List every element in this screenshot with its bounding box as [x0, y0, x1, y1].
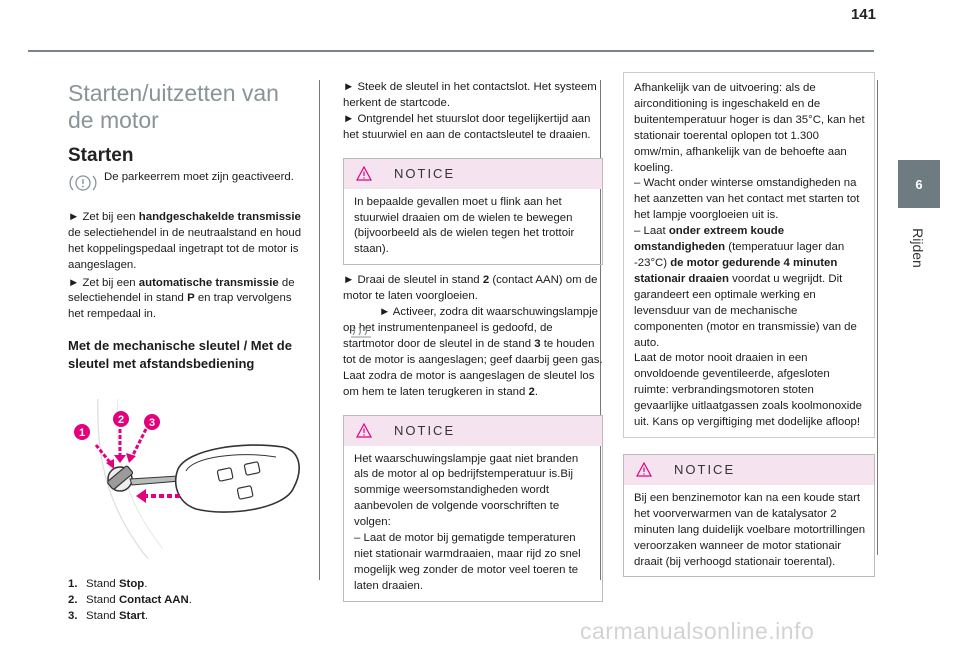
text: ► Zet bij een — [68, 210, 139, 223]
notice-text: Bij een benzinemotor kan na een koude start het voorverwarmen van de katalysator 2 minuten lang duidelijk voelbare motortrillingen veroorzaken wanneer de motor stationair draait (bij verhoogd stationair toerental). — [634, 491, 866, 568]
text-bold: 2 — [482, 274, 490, 287]
notice-text: – Laat de motor bij gematigde temperaturen niet stationair warmdraaien, maar rijd zo snel mogelijk weg zonder de motor veel toeren te laten draaien. — [354, 532, 581, 592]
notice-header — [624, 455, 874, 485]
text-bold: handgeschakelde transmissie — [138, 210, 301, 223]
text: Stand — [86, 578, 119, 591]
text-bold: Stop — [118, 578, 145, 591]
list-item — [68, 577, 308, 593]
parking-brake-icon — [68, 172, 98, 194]
list-number: 3. — [68, 609, 78, 622]
info-box — [623, 72, 875, 438]
column-3 — [623, 80, 875, 585]
watermark: carmanualsonline.info — [580, 618, 815, 644]
chapter-title-tab — [898, 218, 938, 278]
section-title: Starten/uitzetten van de motor — [68, 80, 279, 133]
notice-label: NOTICE — [394, 422, 456, 438]
text: (temperatuur lager dan -23°C) — [634, 241, 845, 269]
text: ► Zet bij een — [68, 276, 139, 289]
info-text: – Wacht onder winterse omstandigheden na het aanzetten van het contact met starten tot het lampje voorgloeien uit is. — [634, 177, 860, 222]
text: – Laat — [634, 225, 669, 238]
info-text: Afhankelijk van de uitvoering: als de airconditioning is ingeschakeld en de buitentemperatuur hoger is dan 35°C, kan het stationair toerental oplopen tot 1.300 omw/min, afhankelijk van de behoefte aan koeling. — [634, 82, 865, 174]
paragraph-unlock-steering: ► Ontgrendel het stuurslot door tegelijkertijd aan het stuurwiel en aan de contactsleutel te draaien. — [343, 112, 591, 141]
notice-box-2 — [343, 415, 603, 602]
header-rule — [28, 50, 874, 52]
paragraph-preheat — [343, 273, 603, 305]
text: . — [144, 609, 149, 622]
text: en trap vervolgens het rempedaal in. — [68, 292, 292, 321]
chapter-tab[interactable]: 6 — [898, 160, 940, 208]
paragraph-automatic — [68, 276, 308, 324]
column-1 — [68, 80, 308, 625]
text: Stand — [86, 609, 119, 622]
notice-header — [344, 159, 602, 189]
callout-2-label: 2 — [117, 414, 125, 427]
text: (contact AAN) om de motor te laten voorgloeien. — [343, 274, 598, 303]
info-text: Laat de motor nooit draaien in een onvoldoende geventileerde, afgesloten ruimte: verbrandingsmotoren stoten gevaarlijke uitlaatgassen zoals koolmonoxide uit. Kans op vergiftiging met dodelijke afloop! — [634, 352, 862, 429]
glow-plug-icon — [351, 325, 373, 339]
notice-label: NOTICE — [674, 461, 736, 477]
text: ► Draai de sleutel in stand — [343, 274, 483, 287]
heading-starten: Starten — [68, 145, 134, 166]
column-2 — [343, 80, 603, 610]
notice-text: In bepaalde gevallen moet u flink aan het stuurwiel draaien om de wielen te bewegen (bijvoorbeeld als de wielen tegen het trottoir staan). — [354, 195, 575, 256]
list-item — [68, 609, 308, 625]
subheading-key: Met de mechanische sleutel / Met de sleutel met afstandsbediening — [68, 338, 292, 372]
text: te houden tot de motor is aangeslagen; geef daarbij geen gas. — [343, 337, 603, 366]
notice-label: NOTICE — [394, 165, 456, 181]
notice-box-1 — [343, 158, 603, 266]
text: voordat u wegrijdt. Dit garandeert een optimale werking en levensduur van de mechanische componenten (motor en transmissie) van de auto. — [634, 272, 857, 349]
text-bold: onder extreem koude omstandigheden — [634, 225, 785, 254]
text: Laat zodra de motor is aangeslagen de sleutel los om hem te laten terugkeren in stand — [343, 369, 595, 398]
text: de selectiehendel in de neutraalstand en houd het koppelingspedaal ingetrapt tot de motor is aangeslagen. — [68, 226, 302, 271]
chapter-title: Rijden — [910, 228, 926, 268]
note-text: De parkeerrem moet zijn geactiveerd. — [104, 170, 294, 183]
text: de selectiehendel in stand — [68, 276, 295, 305]
callout-3-label: 3 — [148, 417, 156, 430]
text-bold: de motor gedurende 4 minuten stationair draaien — [634, 256, 838, 285]
paragraph-release-key — [343, 369, 603, 401]
text: ► Activeer, zodra dit waarschuwingslampje op het instrumentenpaneel is gedoofd, de startmotor door de sleutel in de stand — [343, 306, 598, 350]
notice-box-3 — [623, 454, 875, 578]
text: . — [534, 385, 539, 398]
column-divider-1 — [319, 80, 320, 580]
list-number: 1. — [68, 578, 78, 591]
text-bold: 2 — [528, 385, 535, 398]
notice-text: Het waarschuwingslampje gaat niet branden als de motor al op bedrijfstemperatuur is.Bij sommige weersomstandigheden wordt aanbevolen de volgende voorschriften te volgen: — [354, 452, 579, 529]
paragraph-manual — [68, 210, 308, 274]
position-list — [68, 577, 308, 625]
warning-triangle-icon — [356, 423, 372, 439]
warning-triangle-icon — [356, 166, 372, 182]
text-bold: P — [187, 292, 195, 305]
list-item — [68, 593, 308, 609]
info-text — [634, 224, 866, 351]
parking-brake-note — [68, 170, 308, 194]
text-bold: Contact AAN — [118, 594, 189, 607]
text-bold: automatische transmissie — [138, 276, 279, 289]
paragraph-insert-key: ► Steek de sleutel in het contactslot. Het systeem herkent de startcode. — [343, 81, 597, 109]
text: Stand — [86, 594, 119, 607]
paragraph-warning-lamp — [343, 305, 603, 369]
notice-header — [344, 416, 602, 446]
text: . — [188, 594, 192, 607]
key-ignition-figure — [68, 399, 308, 559]
text-bold: Start — [118, 609, 145, 622]
text: . — [144, 578, 148, 591]
page-number: 141 — [850, 6, 876, 23]
warning-triangle-icon — [636, 462, 652, 478]
column-divider-3 — [877, 80, 878, 555]
list-number: 2. — [68, 594, 78, 607]
text-bold: 3 — [534, 337, 541, 350]
callout-1-label: 1 — [78, 427, 86, 440]
